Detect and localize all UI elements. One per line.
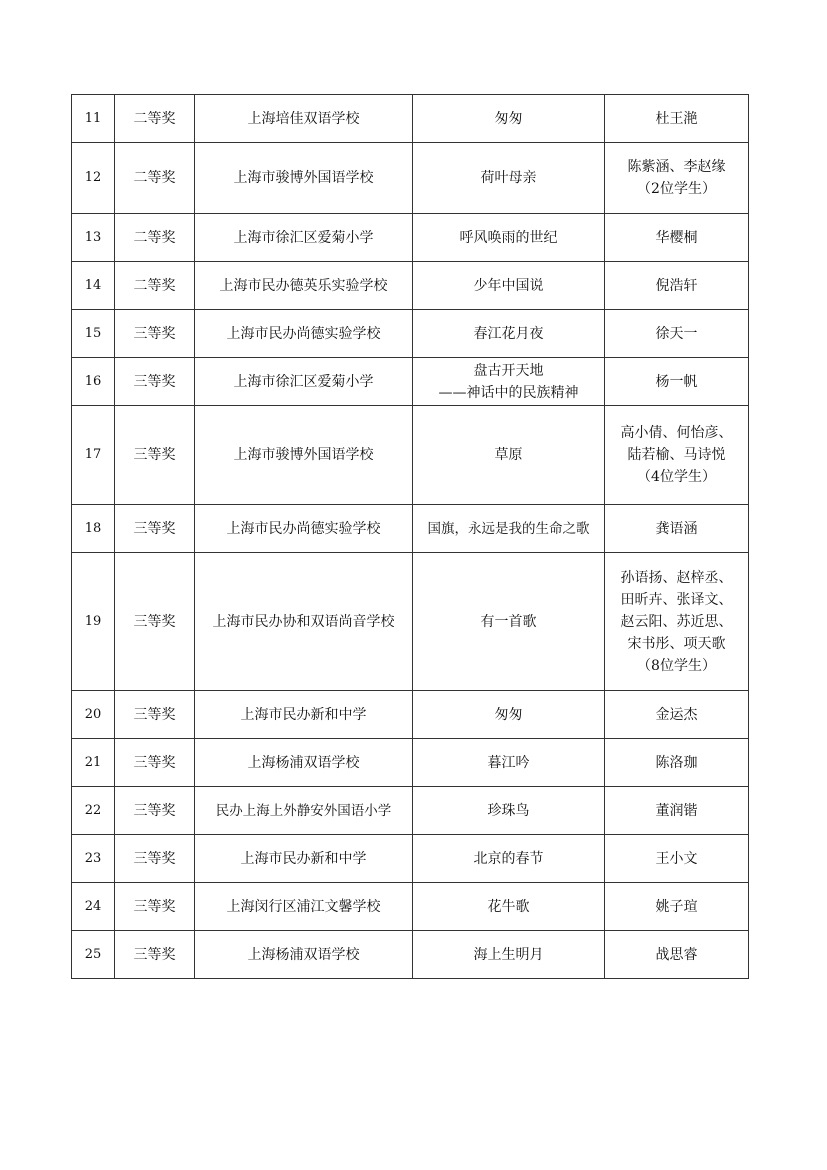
table-row [72, 553, 749, 691]
row-number: 17 [72, 406, 115, 505]
school-name: 上海市民办新和中学 [195, 691, 413, 739]
table-row [72, 95, 749, 143]
awards-table-body [72, 95, 749, 979]
award-level: 三等奖 [115, 739, 195, 787]
award-level: 二等奖 [115, 262, 195, 310]
school-name: 上海市骏博外国语学校 [195, 143, 413, 214]
award-level: 三等奖 [115, 553, 195, 691]
work-title: 少年中国说 [413, 262, 605, 310]
table-row [72, 883, 749, 931]
work-title: 海上生明月 [413, 931, 605, 979]
student-names: 董润锴 [605, 787, 749, 835]
awards-table [71, 94, 749, 979]
school-name: 上海市徐汇区爱菊小学 [195, 214, 413, 262]
table-row [72, 406, 749, 505]
row-number: 20 [72, 691, 115, 739]
table-row [72, 262, 749, 310]
student-names: 华樱桐 [605, 214, 749, 262]
student-names: 金运杰 [605, 691, 749, 739]
row-number: 16 [72, 358, 115, 406]
student-names: 陈洛珈 [605, 739, 749, 787]
work-title: 匆匆 [413, 95, 605, 143]
table-row [72, 739, 749, 787]
row-number: 23 [72, 835, 115, 883]
school-name: 上海市骏博外国语学校 [195, 406, 413, 505]
award-level: 三等奖 [115, 835, 195, 883]
student-names: 孙语扬、赵梓丞、 田昕卉、张译文、 赵云阳、苏近思、 宋书彤、项天歌 （8位学生） [605, 553, 749, 691]
work-title: 荷叶母亲 [413, 143, 605, 214]
school-name: 上海杨浦双语学校 [195, 739, 413, 787]
school-name: 上海市徐汇区爱菊小学 [195, 358, 413, 406]
student-names: 姚子瑄 [605, 883, 749, 931]
student-names: 杜王滟 [605, 95, 749, 143]
work-title: 花牛歌 [413, 883, 605, 931]
table-row [72, 787, 749, 835]
table-row [72, 214, 749, 262]
school-name: 上海闵行区浦江文馨学校 [195, 883, 413, 931]
work-title: 暮江吟 [413, 739, 605, 787]
award-level: 三等奖 [115, 406, 195, 505]
work-title: 国旗，永远是我的生命之歌 [413, 505, 605, 553]
table-row [72, 358, 749, 406]
award-level: 三等奖 [115, 691, 195, 739]
row-number: 13 [72, 214, 115, 262]
work-title: 珍珠鸟 [413, 787, 605, 835]
school-name: 上海市民办新和中学 [195, 835, 413, 883]
table-row [72, 310, 749, 358]
student-names: 倪浩轩 [605, 262, 749, 310]
award-level: 三等奖 [115, 931, 195, 979]
row-number: 21 [72, 739, 115, 787]
document-page [71, 94, 749, 979]
award-level: 三等奖 [115, 310, 195, 358]
student-names: 战思睿 [605, 931, 749, 979]
award-level: 三等奖 [115, 883, 195, 931]
table-row [72, 505, 749, 553]
school-name: 上海市民办尚德实验学校 [195, 310, 413, 358]
student-names: 徐天一 [605, 310, 749, 358]
school-name: 上海杨浦双语学校 [195, 931, 413, 979]
row-number: 25 [72, 931, 115, 979]
work-title: 有一首歌 [413, 553, 605, 691]
award-level: 三等奖 [115, 787, 195, 835]
row-number: 22 [72, 787, 115, 835]
row-number: 15 [72, 310, 115, 358]
table-row [72, 931, 749, 979]
award-level: 三等奖 [115, 358, 195, 406]
table-row [72, 691, 749, 739]
row-number: 11 [72, 95, 115, 143]
school-name: 上海市民办协和双语尚音学校 [195, 553, 413, 691]
work-title: 春江花月夜 [413, 310, 605, 358]
row-number: 19 [72, 553, 115, 691]
work-title: 北京的春节 [413, 835, 605, 883]
student-names: 龚语涵 [605, 505, 749, 553]
row-number: 12 [72, 143, 115, 214]
row-number: 14 [72, 262, 115, 310]
table-row [72, 835, 749, 883]
student-names: 陈紫涵、李赵缘 （2位学生） [605, 143, 749, 214]
work-title: 盘古开天地 ——神话中的民族精神 [413, 358, 605, 406]
award-level: 二等奖 [115, 95, 195, 143]
row-number: 18 [72, 505, 115, 553]
school-name: 民办上海上外静安外国语小学 [195, 787, 413, 835]
award-level: 二等奖 [115, 143, 195, 214]
school-name: 上海市民办尚德实验学校 [195, 505, 413, 553]
row-number: 24 [72, 883, 115, 931]
award-level: 二等奖 [115, 214, 195, 262]
student-names: 杨一帆 [605, 358, 749, 406]
student-names: 高小倩、何怡彦、 陆若榆、马诗悦 （4位学生） [605, 406, 749, 505]
table-row [72, 143, 749, 214]
award-level: 三等奖 [115, 505, 195, 553]
work-title: 草原 [413, 406, 605, 505]
school-name: 上海培佳双语学校 [195, 95, 413, 143]
work-title: 匆匆 [413, 691, 605, 739]
student-names: 王小文 [605, 835, 749, 883]
work-title: 呼风唤雨的世纪 [413, 214, 605, 262]
school-name: 上海市民办德英乐实验学校 [195, 262, 413, 310]
